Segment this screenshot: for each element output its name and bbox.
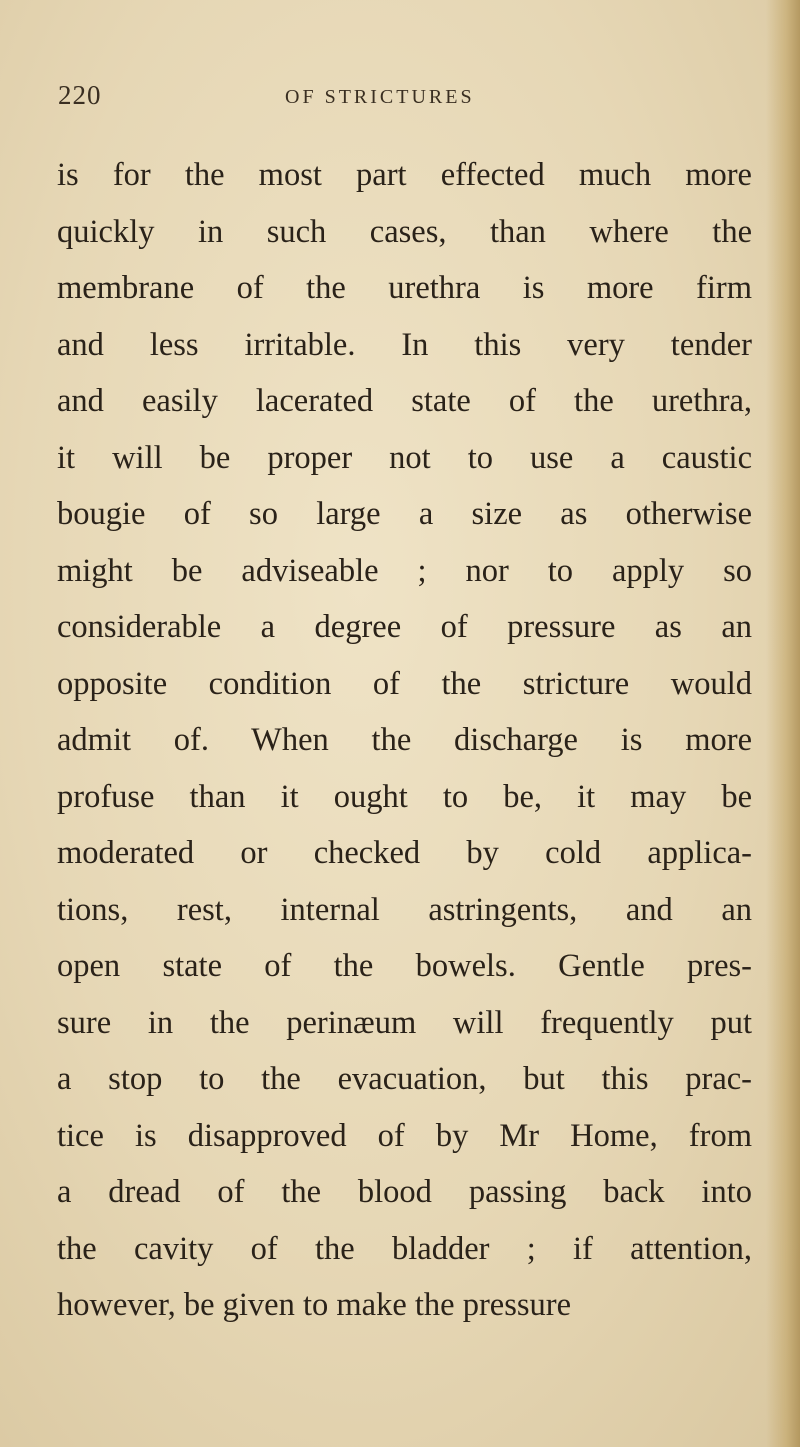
text-line: sure in the perinæum will frequently put [57, 1004, 752, 1041]
text-line: however, be given to make the pressure [57, 1287, 572, 1323]
text-line: and easily lacerated state of the urethra, [57, 383, 752, 419]
text-line: bougie of so large a size as otherwise [57, 496, 752, 532]
text-line: tions, rest, internal astringents, and an [57, 891, 752, 928]
text-line: moderated or checked by cold applica- [57, 835, 752, 871]
text-line: profuse than it ought to be, it may be [57, 778, 752, 815]
text-line: opposite condition of the stricture would [57, 665, 752, 702]
text-line: is for the most part effected much more [57, 157, 752, 193]
text-line: and less irritable. In this very tender [57, 326, 752, 363]
text-line: membrane of the urethra is more firm [57, 270, 752, 306]
text-line: quickly in such cases, than where the [57, 213, 752, 250]
text-line: might be adviseable ; nor to apply so [57, 552, 752, 589]
text-line: considerable a degree of pressure as an [57, 609, 752, 645]
text-line: it will be proper not to use a caustic [57, 439, 752, 476]
text-line: admit of. When the discharge is more [57, 722, 752, 758]
running-title: OF STRICTURES [285, 86, 475, 108]
text-line: a dread of the blood passing back into [57, 1174, 752, 1210]
text-line: the cavity of the bladder ; if attention, [57, 1230, 752, 1267]
text-line: tice is disapproved of by Mr Home, from [57, 1117, 752, 1154]
page-number: 220 [58, 80, 102, 110]
page-edge-shadow [766, 0, 800, 1447]
running-head [58, 80, 748, 120]
body-text [57, 147, 752, 1334]
text-line: a stop to the evacuation, but this prac- [57, 1061, 752, 1097]
text-line: open state of the bowels. Gentle pres- [57, 948, 752, 984]
